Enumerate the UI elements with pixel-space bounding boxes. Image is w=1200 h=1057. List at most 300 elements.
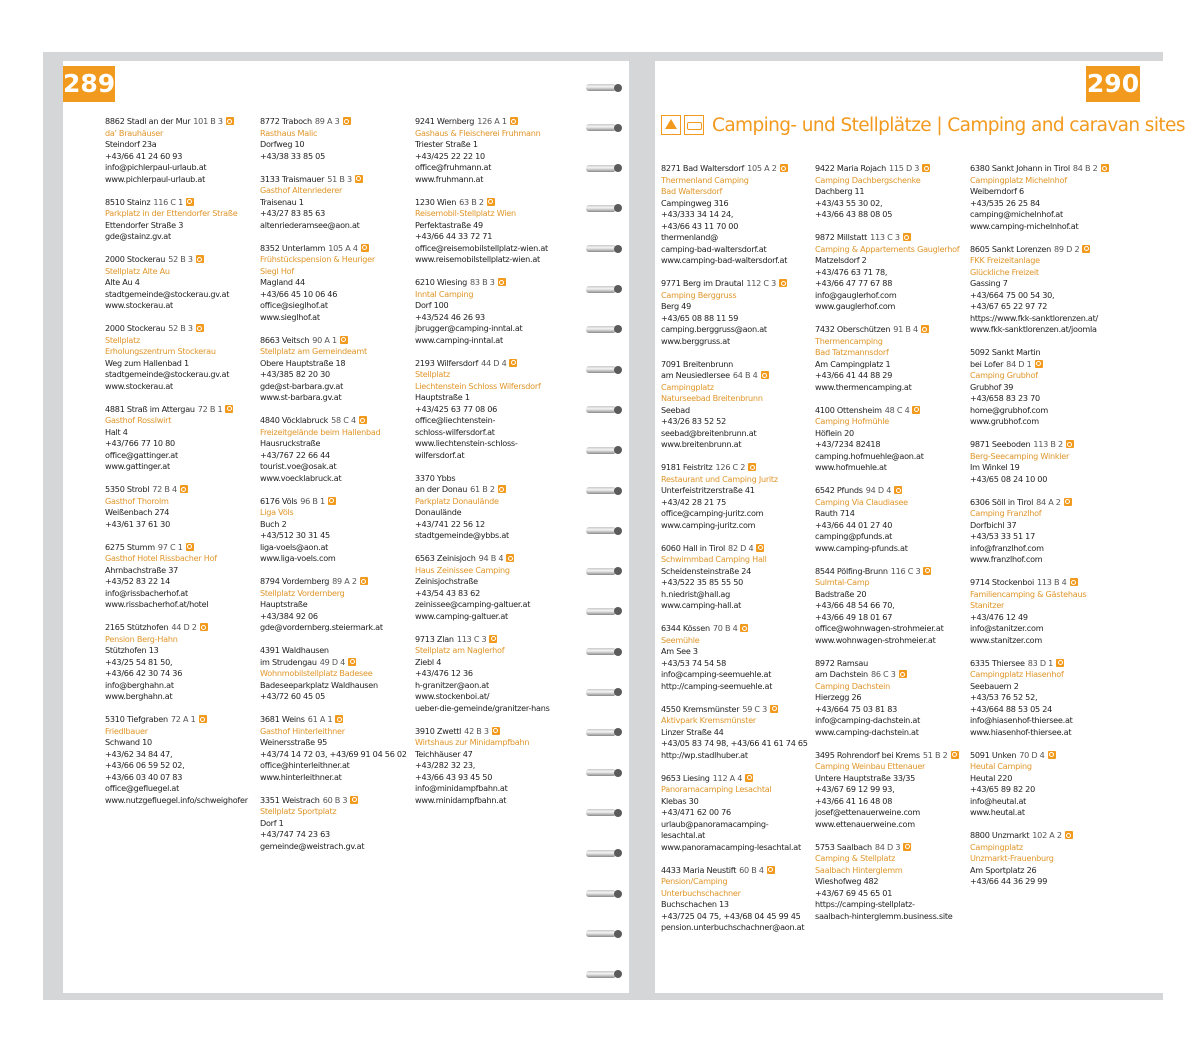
listing-detail: info@camping-seemuehle.at [661,669,772,679]
camping-symbol-icon [912,406,920,414]
tent-icon [661,115,681,135]
listing-name: Liga Völs [260,507,294,517]
listing-detail: info@camping-dachstein.at [815,715,921,725]
listing-detail: +43/53 76 52 52, [970,692,1038,702]
listing-header [415,116,563,128]
map-grid-ref: 72 B 1 [197,403,223,414]
map-grid-ref: 70 B 4 [712,623,738,633]
listing-town: 1230 Wien [415,196,457,207]
map-grid-ref: 102 A 2 [1032,830,1062,840]
listing-detail: camping.berggruss@aon.at [661,324,767,334]
listing-detail: +43/27 83 85 63 [260,208,325,218]
listing-town: 9771 Berg im Drautal [661,278,744,288]
listing-header [970,750,1118,762]
listing-name: Camping Berggruss [661,289,737,300]
listing-detail: info@hiasenhof-thiersee.at [970,715,1073,725]
binding-hole [614,648,622,656]
listing-header [815,405,963,417]
listing-entry [661,278,809,347]
listing-name: Unterbuchschachner [661,887,741,898]
listing-detail: +43/7234 82418 [815,439,881,449]
listing-name: Familiencamping & Gästehaus [970,588,1087,599]
camping-symbol-icon [1056,659,1064,667]
listing-town: 3910 Zwettl [415,725,462,736]
listing-town: 3370 Ybbs [415,472,456,483]
listing-name: Camping Via Claudiasee [815,496,908,507]
listing-name: Seemühle [661,634,700,645]
listing-entry [970,750,1118,819]
listing-header [260,116,408,128]
listing-detail: +43/74 14 72 03, +43/69 91 04 56 02 [260,748,407,759]
binding-ring [586,971,616,978]
listing-detail: Alte Au 4 [105,277,140,287]
listing-detail: wilfersdorf.at [415,449,465,460]
binding-ring [586,729,616,736]
listing-entry [661,543,809,612]
listing-detail: ueber-die-gemeinde/granitzer-hans [415,702,550,713]
listing-name: Rasthaus Malic [260,127,318,138]
listing-name: Glückliche Freizeit [970,266,1039,277]
listing-detail: jbrugger@camping-inntal.at [415,323,523,333]
listing-detail: Traisenau 1 [260,196,304,207]
listing-detail: www.minidampfbahn.at [415,794,507,805]
listing-name: Camping Grubhof [970,370,1038,380]
listing-town: 5350 Strobl [105,484,150,494]
listing-detail: camping@pfunds.at [815,531,893,541]
listing-header [415,634,563,646]
listing-header [105,484,253,496]
listing-header [661,163,809,175]
listing-header [970,347,1118,359]
listing-detail: www.hiasenhof-thiersee.at [970,726,1072,737]
listing-entry [815,405,963,474]
listing-detail: pension.unterbuchschachner@aon.at [661,922,805,932]
listing-detail: +43/66 43 11 70 00 [661,220,739,231]
listing-detail: office@reisemobilstellplatz-wien.at [415,242,548,253]
map-grid-ref: 126 A 1 [477,116,507,126]
camping-symbol-icon [756,544,764,552]
listing-detail: office@fruhmann.at [415,162,492,172]
listing-detail: www.liechtenstein-schloss- [415,438,518,448]
camping-symbol-icon [510,117,518,125]
listing-detail: www.camping-michelnhof.at [970,220,1079,231]
listing-detail: www.hofmuehle.at [815,462,887,472]
listing-detail: Am See 3 [661,646,698,656]
listing-detail: +43/66 44 33 72 71 [415,231,493,241]
listing-entry [105,714,253,806]
listing-entry [815,842,963,923]
listing-detail: +43/282 32 23, [415,760,476,770]
listing-detail: Schwand 10 [105,737,152,747]
listing-name: Aktivpark Kremsmünster [661,715,756,725]
binding-ring [586,205,616,212]
binding-ring [586,850,616,857]
map-grid-ref: 94 B 4 [478,553,504,563]
map-grid-ref: 86 C 3 [870,669,896,679]
listing-detail: Untere Hauptstraße 33/35 [815,772,916,783]
listing-detail: Weißenbach 274 [105,507,170,517]
map-grid-ref: 61 B 2 [470,484,495,494]
listing-name: Gasthof Altenriederer [260,185,343,195]
listing-entry [661,773,809,854]
listing-detail: +43/66 41 44 88 29 [815,370,893,380]
listing-name: Gasthof Rosslwirt [105,415,172,425]
listing-detail: +43/66 49 18 01 67 [815,611,893,622]
listing-detail: Weinersstraße 95 [260,737,328,747]
listing-entry [815,324,963,393]
listing-town: 9713 Zlan [415,633,454,644]
listing-name: Inntal Camping [415,288,474,299]
listing-town: 3495 Rohrendorf bei Krems [815,749,920,760]
listing-detail: +43/476 63 71 78, [815,266,888,277]
listing-entry [815,163,963,221]
listing-town: 8271 Bad Waltersdorf [661,163,745,173]
listing-detail: camping@michelnhof.at [970,209,1063,219]
listing-detail: Grubhof 39 [970,381,1014,392]
listing-detail: +43/425 22 22 10 [415,150,485,161]
binding-hole [614,930,622,938]
listing-detail: www.rissbacherhof.at/hotel [105,599,209,609]
listing-header [970,497,1118,509]
listing-entry [260,496,408,565]
listing-name: Thermencamping [815,335,883,346]
listing-name: Haus Zeinissee Camping [415,564,510,575]
map-grid-ref: 44 D 2 [171,622,197,632]
listing-name: FKK Freizeitanlage [970,255,1040,265]
listing-entry [661,163,809,267]
listing-detail: Hauptstraße [260,599,308,609]
camping-symbol-icon [899,670,907,678]
listing-header [970,244,1118,256]
listing-detail: Hierzegg 26 [815,692,862,702]
map-grid-ref: 64 B 4 [732,370,758,380]
listing-detail: +43/66 45 10 06 46 [260,288,338,299]
listing-header [661,462,809,474]
listing-header [815,324,963,336]
camping-symbol-icon [359,416,367,424]
listing-detail: +43/43 55 30 02, [815,197,883,208]
listing-town: 6210 Wiesing [415,277,467,287]
map-grid-ref: 42 B 3 [464,725,489,736]
camping-symbol-icon [343,117,351,125]
listing-entry [970,359,1118,428]
binding-ring [586,84,616,91]
listing-entry [661,370,809,451]
listing-name: Pension/Camping [661,876,728,886]
camping-symbol-icon [1070,578,1078,586]
listing-detail: www.stockerau.at [105,300,173,310]
binding-hole [614,688,622,696]
listing-detail: stadtgemeinde@ybbs.at [415,530,509,540]
section-title [661,111,1185,139]
camping-symbol-icon [1101,164,1109,172]
listing-entry [970,577,1118,646]
listing-entry [415,116,563,185]
listing-town: 6275 Stumm [105,541,155,552]
camping-symbol-icon [780,164,788,172]
listing-detail: Hausruckstraße [260,438,321,448]
listing-entry [260,415,408,484]
listing-detail: +43/384 92 06 [260,610,318,621]
listing-detail: Heutal 220 [970,772,1013,783]
listing-header [661,623,809,635]
listing-entry [415,634,563,715]
listing-detail: zeinissee@camping-galtuer.at [415,599,531,609]
listing-entry [661,462,809,531]
camping-symbol-icon [225,405,233,413]
listing-detail: https://www.fkk-sanktlorenzen.at/ [970,312,1099,323]
listing-name: Bad Tatzmannsdorf [815,347,889,357]
listing-entry [970,658,1118,739]
listing-header [105,622,253,634]
listing-detail: +43/25 54 81 50, [105,656,173,667]
listing-entry [415,358,563,462]
listing-town: 6380 Sankt Johann in Tirol [970,163,1070,173]
listing-town: an der Donau [415,484,468,494]
listing-entry [415,484,563,542]
listing-name: Gasthof Hotel Rissbacher Hof [105,553,217,563]
listing-entry [415,473,563,485]
listing-town: 6335 Thiersee [970,657,1025,668]
listing-detail: office@hinterleithner.at [260,760,350,770]
listing-town: 8663 Veitsch [260,334,310,345]
listing-header [661,865,809,877]
listing-name: Gasthof Hinterleithner [260,725,345,736]
camping-symbol-icon [779,279,787,287]
binding-ring [586,406,616,413]
listing-header [260,496,408,508]
listing-header [105,116,253,128]
binding-ring [586,286,616,293]
listing-detail: www.sieglhof.at [260,311,320,322]
listing-detail: camping.hofmuehle@aon.at [815,450,924,461]
map-grid-ref: 51 B 2 [922,749,948,760]
binding-ring [586,809,616,816]
listing-name: Stellplatz [415,369,451,379]
listing-detail: www.fruhmann.at [415,173,484,184]
listing-detail: Im Winkel 19 [970,462,1020,472]
listing-detail: +43/66 43 93 45 50 [415,771,493,782]
listing-name: Friedlbauer [105,725,148,736]
listing-detail: www.voecklabruck.at [260,472,342,483]
listing-detail: www.stockenboi.at/ [415,691,490,701]
listing-detail: +43/66 44 36 29 99 [970,876,1048,886]
listing-entry [661,359,809,371]
listing-detail: h.niedrist@hall.ag [661,588,731,599]
listing-name: Camping & Stellplatz [815,853,896,863]
listing-header [970,163,1118,175]
listing-detail: www.gattinger.at [105,461,170,471]
map-grid-ref: 101 B 3 [193,116,223,126]
listing-town: bei Lofer [970,358,1004,369]
binding-hole [614,124,622,132]
listing-detail: www.thermencamping.at [815,381,912,392]
listing-detail: www.camping-juritz.com [661,519,756,530]
listing-header [105,714,253,726]
listing-detail: info@pichlerpaul-urlaub.at [105,162,207,172]
left-column-1 [105,116,253,818]
listing-detail: Weg zum Hallenbad 1 [105,357,189,368]
listing-detail: +43/333 34 14 24, [661,209,734,219]
listing-detail: office@gattinger.at [105,449,178,460]
listing-header [970,830,1118,842]
map-grid-ref: 60 B 3 [322,794,348,805]
listing-entry [260,335,408,404]
binding-ring [586,326,616,333]
listing-detail: +43/67 65 22 97 72 [970,301,1048,311]
listing-name: Thermenland Camping [661,174,749,185]
listing-name: Campingplatz Hiasenhof [970,669,1064,679]
listing-detail: +43/747 74 23 63 [260,829,330,839]
listing-detail: Badeseeparkplatz Waldhausen [260,679,378,690]
map-grid-ref: 84 D 3 [874,841,901,852]
map-grid-ref: 89 A 3 [314,116,340,126]
listing-detail: +43/664 75 00 54 30, [970,289,1055,300]
listing-detail: lesachtal.at [661,830,706,840]
listing-town: 3681 Weins [260,714,305,724]
listing-detail: Perfektastraße 49 [415,219,483,230]
listing-detail: thermenland@ [661,232,719,242]
listing-detail: www.wohnwagen-strohmeier.at [815,634,936,645]
listing-entry [260,174,408,232]
listing-detail: www.stockerau.at [105,380,173,391]
listing-detail: www.camping-dachstein.at [815,726,919,737]
listing-detail: Rauth 714 [815,508,855,518]
listing-header [105,323,253,335]
listing-name: Berg-Seecamping Winkler [970,450,1070,461]
listing-detail: josef@ettenauerweine.com [815,807,920,817]
map-grid-ref: 112 A 4 [712,772,743,783]
camping-symbol-icon [1066,440,1074,448]
listing-detail: Magland 44 [260,277,305,287]
listing-entry [105,254,253,312]
camping-symbol-icon [748,463,756,471]
map-grid-ref: 52 B 3 [168,323,193,333]
listing-detail: stadtgemeinde@stockerau.gv.at [105,369,230,379]
listing-entry [970,439,1118,485]
listing-town: 8544 Pölfing-Brunn [815,565,888,576]
listing-detail: gde@st-barbara.gv.at [260,380,344,391]
binding-hole [614,527,622,535]
left-column-3 [415,116,563,818]
listing-detail: www.hinterleithner.at [260,771,342,782]
listing-town: 4550 Kremsmünster [661,703,740,714]
camping-symbol-icon [1048,751,1056,759]
listing-town: 4391 Waldhausen [260,645,329,655]
binding-hole [614,285,622,293]
listing-detail: +43/476 12 36 [415,668,473,678]
listing-name: Stellplatz [105,334,141,345]
listing-entry [105,542,253,611]
listing-entry [415,553,563,622]
listing-detail: Triester Straße 1 [415,139,478,149]
listing-name: Camping Franzlhof [970,508,1042,518]
listing-name: Pension Berg-Hahn [105,633,178,644]
camping-symbol-icon [1065,831,1073,839]
listing-detail: +43/53 33 51 17 [970,531,1035,541]
listing-detail: +43/664 88 53 05 24 [970,703,1052,714]
listing-detail: info@minidampfbahn.at [415,783,508,793]
listing-detail: www.franzlhof.com [970,554,1043,564]
listing-header [415,473,563,485]
map-grid-ref: 113 C 3 [456,633,487,644]
listing-detail: +43/766 77 10 80 [105,438,175,448]
listing-detail: +43/471 62 00 76 [661,807,731,817]
listing-detail: Dorf 100 [415,300,449,310]
listing-detail: urlaub@panoramacamping- [661,818,769,829]
listing-town: 2000 Stockerau [105,254,166,264]
map-grid-ref: 83 B 3 [469,277,495,287]
listing-detail: +43/67 69 45 65 01 [815,887,893,898]
camping-symbol-icon [498,485,506,493]
listing-entry [260,576,408,634]
listing-header [815,163,963,175]
listing-header [260,645,408,657]
listing-town: 9714 Stockenboi [970,577,1034,587]
listing-entry [105,197,253,243]
listing-entry [970,244,1118,336]
map-grid-ref: 90 A 1 [312,334,337,345]
listing-header [661,773,809,785]
listing-detail: Berg 49 [661,301,691,311]
camping-symbol-icon [1064,498,1072,506]
camping-symbol-icon [226,117,234,125]
listing-detail: +43/52 83 22 14 [105,576,170,586]
listing-header [815,485,963,497]
listing-entry [105,484,253,530]
listing-detail: +43/664 75 03 81 83 [815,703,897,714]
camping-symbol-icon [492,727,500,735]
map-grid-ref: 83 D 1 [1027,657,1054,668]
map-grid-ref: 91 B 4 [893,324,918,334]
binding-hole [614,245,622,253]
listing-town: 5753 Saalbach [815,841,872,852]
listing-detail: camping-bad-waltersdorf.at [661,243,767,254]
listing-header [415,277,563,289]
map-grid-ref: 84 A 2 [1036,496,1061,507]
listing-name: Camping Weinbau Ettenauer [815,761,926,771]
listing-entry [260,795,408,853]
listing-name: Campingplatz [661,381,714,392]
listing-detail: Halt 4 [105,426,128,437]
listing-detail: +43/26 83 52 52 [661,416,726,426]
page-number-right: 290 [1086,66,1140,102]
camping-symbol-icon [196,324,204,332]
listing-name: Stellplatz am Gemeindeamt [260,346,367,356]
listing-detail: +43/65 89 82 20 [970,784,1035,794]
listing-detail: Zeinisjochstraße [415,576,478,586]
map-grid-ref: 59 C 3 [742,703,768,714]
camping-symbol-icon [199,715,207,723]
listing-detail: tourist.voe@osak.at [260,461,337,471]
listing-header [815,669,963,681]
map-grid-ref: 58 C 4 [331,415,356,425]
camping-symbol-icon [196,255,204,263]
listing-name: Bad Waltersdorf [661,186,723,196]
listing-detail: www.reisemobilstellplatz-wien.at [415,254,540,264]
listing-detail: info@berghahn.at [105,679,174,690]
listing-town: 4433 Maria Neustift [661,864,737,875]
camping-symbol-icon [340,336,348,344]
binding-ring [586,689,616,696]
camping-symbol-icon [745,774,753,782]
listing-header [661,359,809,371]
map-grid-ref: 94 D 4 [865,485,892,495]
listing-entry [661,704,809,762]
listing-town: 8972 Ramsau [815,657,869,668]
listing-town: 8772 Traboch [260,116,312,126]
listing-detail: Stützhofen 13 [105,645,159,655]
